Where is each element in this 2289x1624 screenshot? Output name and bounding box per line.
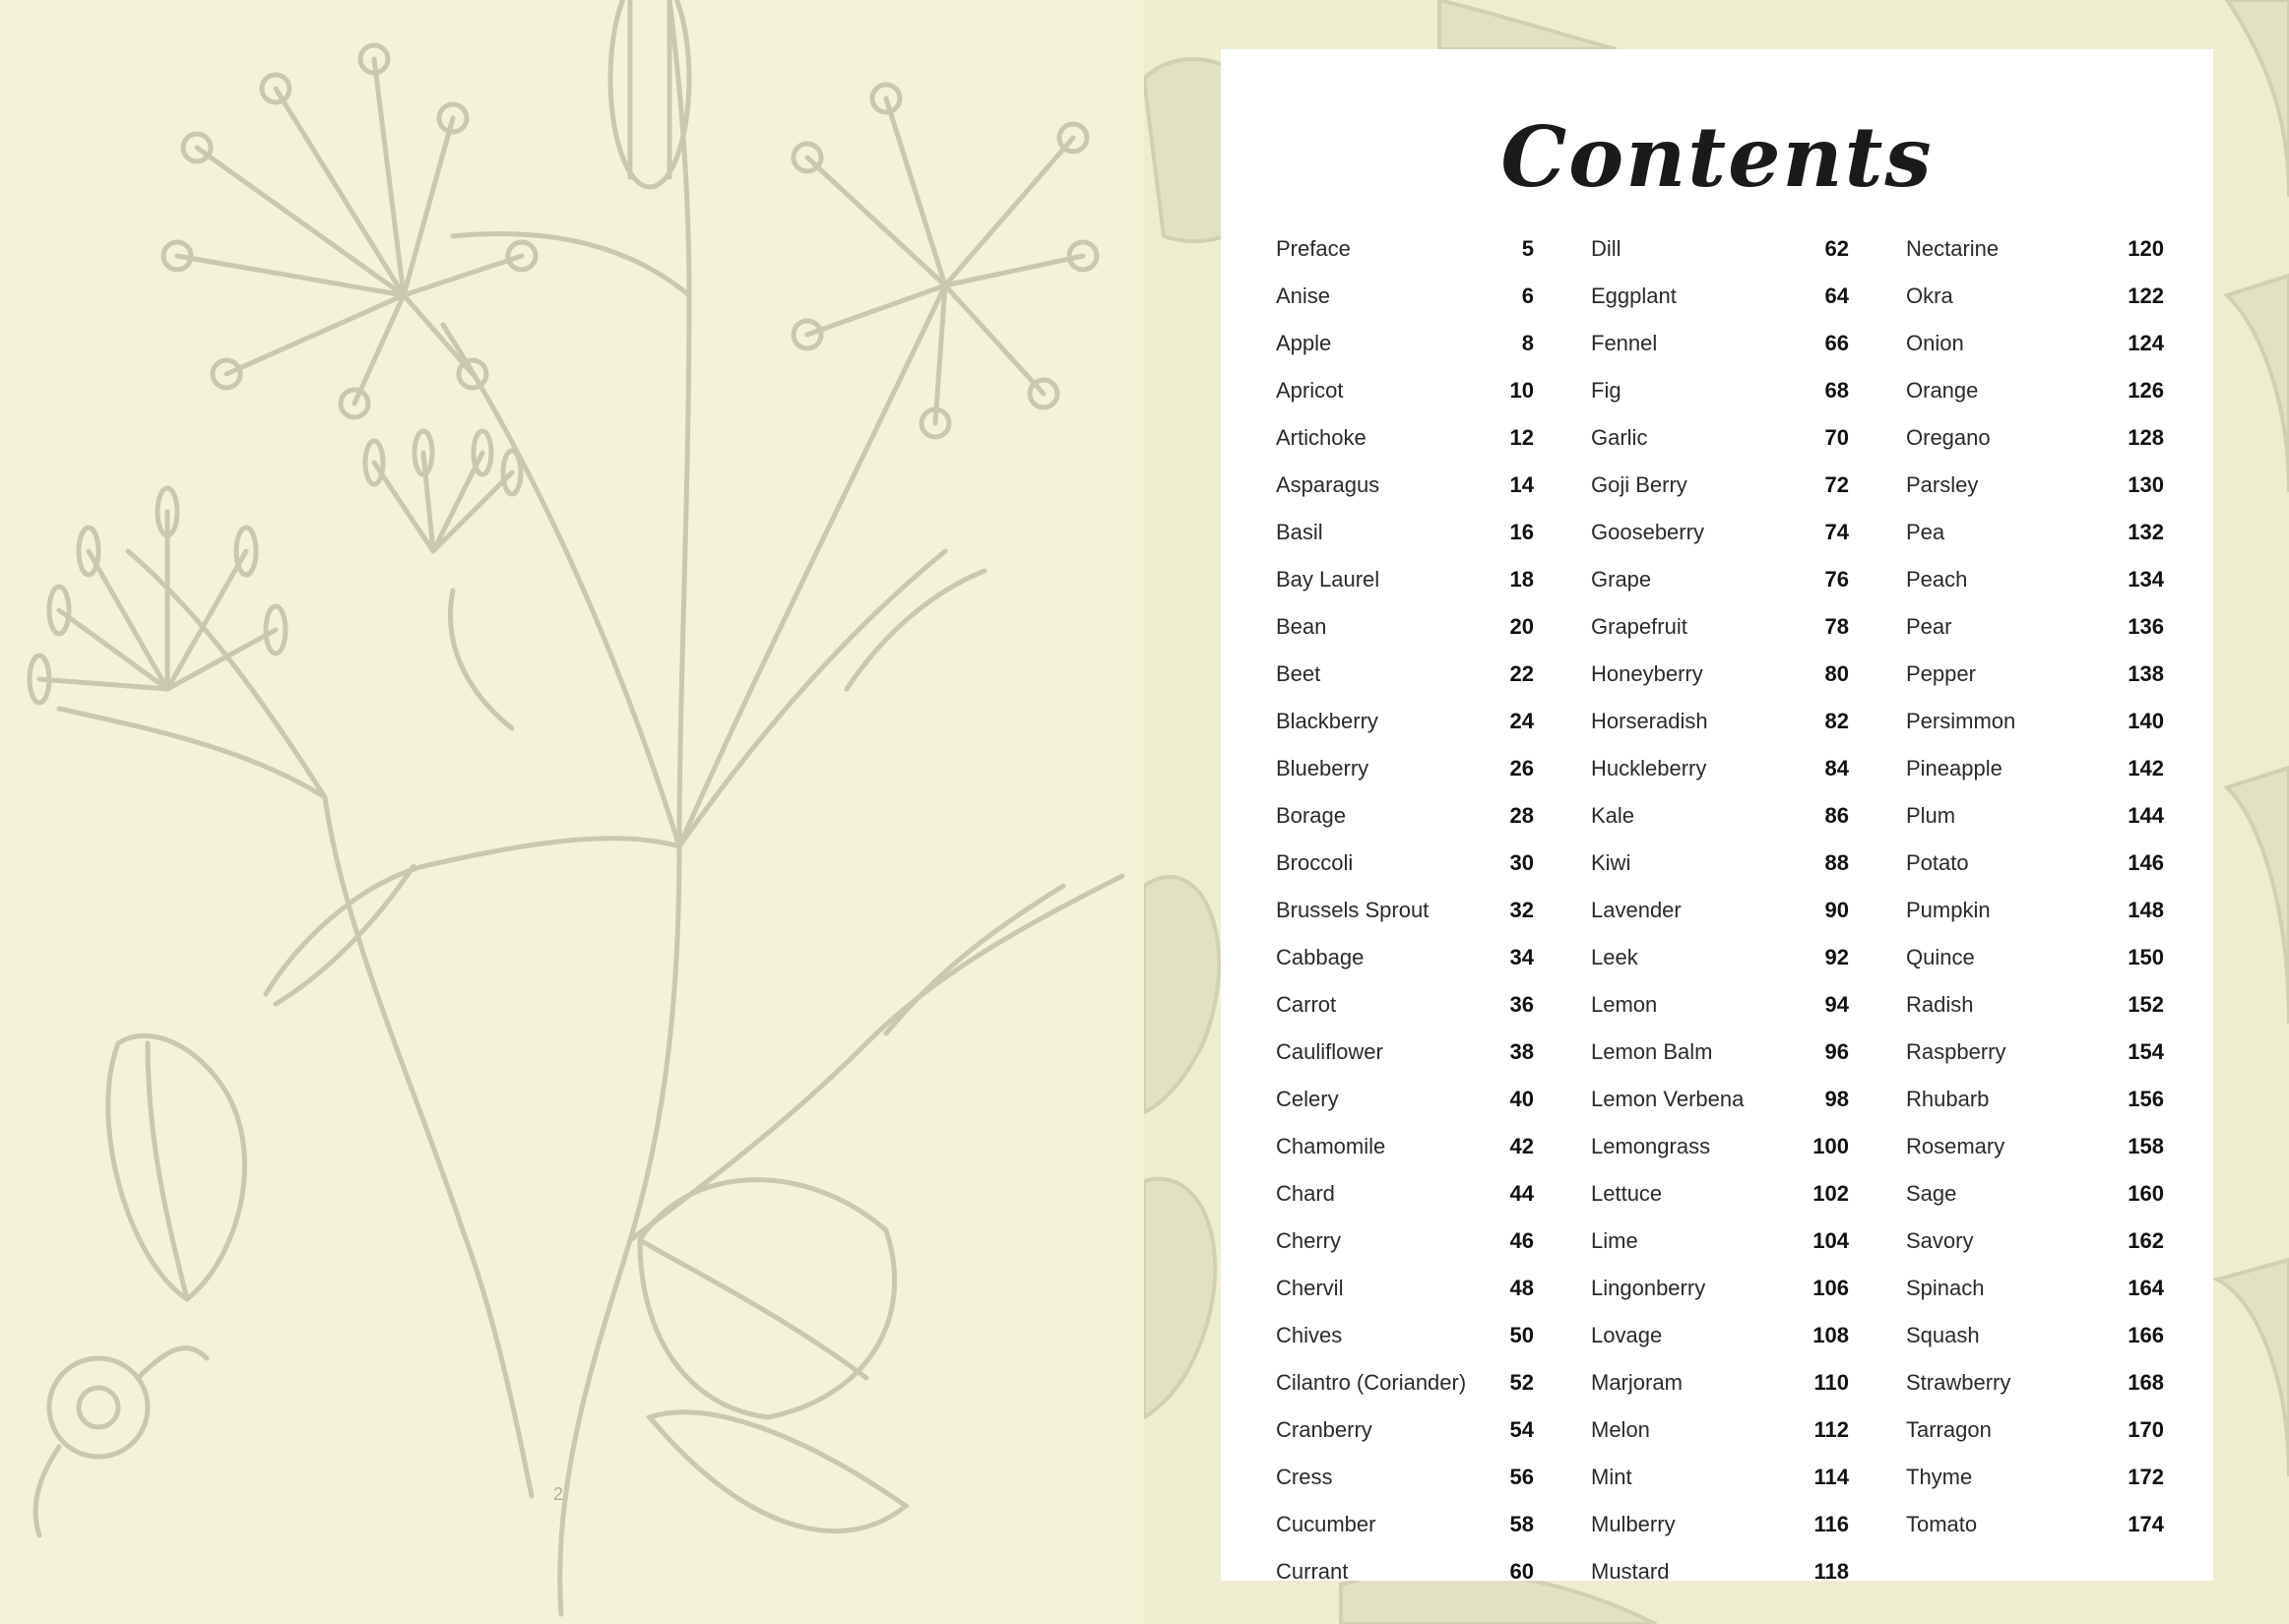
toc-entry-title: Thyme [1906, 1465, 1973, 1489]
contents-column-2 [1591, 236, 1849, 1606]
toc-entry-title: Celery [1276, 1087, 1339, 1111]
toc-entry-page-number: 122 [2128, 283, 2164, 308]
toc-entry-page-number: 160 [2128, 1181, 2164, 1206]
toc-entry-page-number: 88 [1824, 850, 1849, 875]
toc-entry-title: Fennel [1591, 331, 1658, 355]
toc-entry[interactable] [1906, 425, 2164, 472]
toc-entry[interactable] [1591, 1559, 1849, 1606]
toc-entry[interactable] [1906, 1228, 2164, 1276]
toc-entry[interactable] [1906, 1465, 2164, 1512]
toc-entry-page-number: 56 [1509, 1465, 1534, 1489]
toc-entry-page-number: 96 [1824, 1039, 1849, 1064]
toc-entry-title: Cucumber [1276, 1512, 1376, 1536]
toc-entry-page-number: 138 [2128, 661, 2164, 686]
toc-entry-title: Gooseberry [1591, 520, 1704, 544]
toc-entry[interactable] [1276, 1559, 1534, 1606]
toc-entry-page-number: 104 [1812, 1228, 1849, 1253]
toc-entry-title: Grape [1591, 567, 1652, 592]
toc-entry-title: Lemongrass [1591, 1134, 1711, 1158]
toc-entry-page-number: 74 [1824, 520, 1849, 544]
toc-entry-page-number: 142 [2128, 756, 2164, 781]
toc-entry-page-number: 94 [1824, 992, 1849, 1017]
toc-entry[interactable] [1906, 945, 2164, 992]
toc-entry[interactable] [1591, 1465, 1849, 1512]
toc-entry[interactable] [1906, 283, 2164, 331]
toc-entry-title: Pepper [1906, 661, 1976, 686]
toc-entry-page-number: 48 [1509, 1276, 1534, 1300]
toc-entry-page-number: 64 [1824, 283, 1849, 308]
toc-entry-page-number: 38 [1509, 1039, 1534, 1064]
toc-entry-title: Strawberry [1906, 1370, 2011, 1395]
toc-entry-title: Lemon [1591, 992, 1658, 1017]
toc-entry-page-number: 108 [1812, 1323, 1849, 1347]
toc-entry-title: Lingonberry [1591, 1276, 1706, 1300]
toc-entry-title: Lemon Balm [1591, 1039, 1713, 1064]
toc-entry-title: Cabbage [1276, 945, 1365, 969]
toc-entry-title: Squash [1906, 1323, 1980, 1347]
toc-entry-page-number: 72 [1824, 472, 1849, 497]
toc-entry[interactable] [1906, 1181, 2164, 1228]
toc-entry-title: Lavender [1591, 898, 1682, 922]
toc-entry[interactable] [1591, 472, 1849, 520]
toc-entry-title: Bean [1276, 614, 1327, 639]
toc-entry-title: Lemon Verbena [1591, 1087, 1745, 1111]
toc-entry-page-number: 36 [1509, 992, 1534, 1017]
toc-entry[interactable] [1906, 520, 2164, 567]
toc-entry-page-number: 6 [1521, 283, 1534, 308]
toc-entry[interactable] [1276, 1087, 1534, 1134]
toc-entry-page-number: 62 [1824, 236, 1849, 261]
page-number: 2 [553, 1484, 564, 1504]
toc-entry-page-number: 52 [1509, 1370, 1534, 1395]
toc-entry[interactable] [1276, 1134, 1534, 1181]
toc-entry[interactable] [1591, 992, 1849, 1039]
toc-entry-page-number: 172 [2128, 1465, 2164, 1489]
toc-entry-title: Asparagus [1276, 472, 1380, 497]
toc-entry[interactable] [1591, 945, 1849, 992]
toc-entry-title: Currant [1276, 1559, 1349, 1584]
toc-entry[interactable] [1906, 1370, 2164, 1417]
toc-entry[interactable] [1276, 1039, 1534, 1087]
toc-entry[interactable] [1591, 803, 1849, 850]
toc-entry[interactable] [1906, 567, 2164, 614]
toc-entry-page-number: 164 [2128, 1276, 2164, 1300]
toc-entry-title: Persimmon [1906, 709, 2016, 733]
toc-entry[interactable] [1591, 1276, 1849, 1323]
toc-entry[interactable] [1276, 850, 1534, 898]
contents-panel [1221, 49, 2213, 1584]
toc-entry[interactable] [1276, 1228, 1534, 1276]
toc-entry-title: Preface [1276, 236, 1351, 261]
toc-entry-page-number: 60 [1509, 1559, 1534, 1584]
toc-entry-page-number: 118 [1813, 1559, 1849, 1584]
toc-entry[interactable] [1591, 709, 1849, 756]
toc-entry-title: Carrot [1276, 992, 1337, 1017]
toc-entry[interactable] [1276, 472, 1534, 520]
right-page [1144, 0, 2289, 1624]
toc-entry-title: Spinach [1906, 1276, 1985, 1300]
toc-entry-title: Huckleberry [1591, 756, 1707, 781]
botanical-illustration [0, 0, 1144, 1624]
toc-entry-title: Blueberry [1276, 756, 1369, 781]
toc-entry[interactable] [1276, 520, 1534, 567]
toc-entry[interactable] [1276, 1181, 1534, 1228]
toc-entry-title: Broccoli [1276, 850, 1354, 875]
toc-entry[interactable] [1591, 425, 1849, 472]
toc-entry-title: Goji Berry [1591, 472, 1687, 497]
toc-entry-title: Tarragon [1906, 1417, 1992, 1442]
toc-entry-title: Potato [1906, 850, 1969, 875]
toc-entry-title: Raspberry [1906, 1039, 2006, 1064]
toc-entry-title: Beet [1276, 661, 1321, 686]
toc-entry[interactable] [1276, 756, 1534, 803]
toc-entry-page-number: 80 [1824, 661, 1849, 686]
toc-entry-page-number: 146 [2128, 850, 2164, 875]
toc-entry-page-number: 32 [1509, 898, 1534, 922]
toc-entry[interactable] [1276, 614, 1534, 661]
toc-entry[interactable] [1591, 331, 1849, 378]
toc-entry-page-number: 116 [1813, 1512, 1849, 1536]
toc-entry[interactable] [1591, 567, 1849, 614]
toc-entry[interactable] [1591, 378, 1849, 425]
toc-entry-page-number: 30 [1509, 850, 1534, 875]
toc-entry-page-number: 10 [1509, 378, 1534, 403]
toc-entry-title: Cauliflower [1276, 1039, 1383, 1064]
toc-entry-page-number: 158 [2128, 1134, 2164, 1158]
toc-entry[interactable] [1591, 756, 1849, 803]
toc-entry-title: Blackberry [1276, 709, 1378, 733]
toc-entry[interactable] [1591, 1134, 1849, 1181]
toc-entry[interactable] [1276, 1417, 1534, 1465]
toc-entry[interactable] [1906, 472, 2164, 520]
toc-entry-page-number: 42 [1509, 1134, 1534, 1158]
toc-entry-title: Okra [1906, 283, 1953, 308]
toc-entry-title: Parsley [1906, 472, 1979, 497]
toc-entry-title: Cherry [1276, 1228, 1342, 1253]
toc-entry-title: Cress [1276, 1465, 1333, 1489]
toc-entry-title: Anise [1276, 283, 1331, 308]
toc-entry[interactable] [1906, 850, 2164, 898]
toc-entry-page-number: 174 [2128, 1512, 2164, 1536]
toc-entry[interactable] [1906, 378, 2164, 425]
toc-entry-page-number: 46 [1509, 1228, 1534, 1253]
toc-entry-page-number: 98 [1824, 1087, 1849, 1111]
toc-entry-title: Chamomile [1276, 1134, 1386, 1158]
toc-entry-page-number: 114 [1813, 1465, 1849, 1489]
toc-entry-page-number: 154 [2128, 1039, 2164, 1064]
toc-entry-page-number: 100 [1812, 1134, 1849, 1158]
toc-entry[interactable] [1906, 1512, 2164, 1559]
toc-entry-title: Oregano [1906, 425, 1991, 450]
left-page [0, 0, 1144, 1624]
toc-entry-title: Melon [1591, 1417, 1650, 1442]
toc-entry-title: Kale [1591, 803, 1635, 828]
toc-entry-page-number: 24 [1509, 709, 1534, 733]
toc-entry-title: Radish [1906, 992, 1974, 1017]
toc-entry[interactable] [1276, 1370, 1534, 1417]
toc-entry[interactable] [1591, 236, 1849, 283]
toc-entry-title: Onion [1906, 331, 1964, 355]
toc-entry[interactable] [1591, 1181, 1849, 1228]
toc-entry-title: Honeyberry [1591, 661, 1703, 686]
toc-entry-page-number: 166 [2128, 1323, 2164, 1347]
toc-entry-page-number: 92 [1824, 945, 1849, 969]
toc-entry-page-number: 136 [2128, 614, 2164, 639]
contents-column-1 [1276, 236, 1534, 1606]
toc-entry[interactable] [1276, 803, 1534, 850]
toc-entry-page-number: 58 [1509, 1512, 1534, 1536]
toc-entry[interactable] [1276, 331, 1534, 378]
contents-column-3 [1906, 236, 2164, 1559]
toc-entry[interactable] [1591, 614, 1849, 661]
toc-entry-page-number: 112 [1813, 1417, 1849, 1442]
toc-entry[interactable] [1591, 1087, 1849, 1134]
toc-entry[interactable] [1276, 425, 1534, 472]
toc-entry-page-number: 140 [2128, 709, 2164, 733]
toc-entry-page-number: 40 [1509, 1087, 1534, 1111]
toc-entry-title: Brussels Sprout [1276, 898, 1430, 922]
toc-entry[interactable] [1906, 898, 2164, 945]
toc-entry-page-number: 66 [1824, 331, 1849, 355]
toc-entry-page-number: 126 [2128, 378, 2164, 403]
toc-entry-title: Chard [1276, 1181, 1335, 1206]
toc-entry[interactable] [1276, 378, 1534, 425]
toc-entry-page-number: 84 [1824, 756, 1849, 781]
toc-entry[interactable] [1591, 1370, 1849, 1417]
toc-entry[interactable] [1591, 1228, 1849, 1276]
toc-entry-title: Artichoke [1276, 425, 1367, 450]
toc-entry-title: Borage [1276, 803, 1346, 828]
toc-entry[interactable] [1906, 236, 2164, 283]
toc-entry-page-number: 14 [1509, 472, 1534, 497]
toc-entry-title: Cilantro (Coriander) [1276, 1370, 1467, 1395]
toc-entry-page-number: 102 [1812, 1181, 1849, 1206]
toc-entry-title: Rhubarb [1906, 1087, 1990, 1111]
toc-entry[interactable] [1591, 1039, 1849, 1087]
toc-entry[interactable] [1276, 1465, 1534, 1512]
toc-entry-page-number: 26 [1509, 756, 1534, 781]
toc-entry-title: Sage [1906, 1181, 1957, 1206]
toc-entry-page-number: 20 [1509, 614, 1534, 639]
toc-entry-page-number: 28 [1509, 803, 1534, 828]
toc-entry-title: Cranberry [1276, 1417, 1372, 1442]
toc-entry-title: Orange [1906, 378, 1979, 403]
toc-entry-page-number: 110 [1813, 1370, 1849, 1395]
toc-entry-page-number: 106 [1812, 1276, 1849, 1300]
toc-entry[interactable] [1591, 850, 1849, 898]
toc-entry-page-number: 148 [2128, 898, 2164, 922]
toc-entry[interactable] [1906, 756, 2164, 803]
toc-entry[interactable] [1906, 331, 2164, 378]
toc-entry-title: Basil [1276, 520, 1323, 544]
toc-entry-title: Eggplant [1591, 283, 1677, 308]
toc-entry-title: Plum [1906, 803, 1956, 828]
toc-entry[interactable] [1906, 1087, 2164, 1134]
toc-entry[interactable] [1591, 661, 1849, 709]
toc-entry-title: Pineapple [1906, 756, 2003, 781]
toc-entry-page-number: 144 [2128, 803, 2164, 828]
toc-entry-title: Lovage [1591, 1323, 1663, 1347]
toc-entry-page-number: 34 [1509, 945, 1534, 969]
toc-entry-title: Leek [1591, 945, 1638, 969]
toc-entry[interactable] [1591, 283, 1849, 331]
toc-entry-title: Dill [1591, 236, 1621, 261]
toc-entry[interactable] [1591, 898, 1849, 945]
toc-entry[interactable] [1591, 1323, 1849, 1370]
toc-entry-title: Fig [1591, 378, 1621, 403]
toc-entry-page-number: 86 [1824, 803, 1849, 828]
contents-title: Contents [1500, 108, 1934, 206]
toc-entry[interactable] [1906, 1039, 2164, 1087]
toc-entry-title: Pea [1906, 520, 1945, 544]
toc-entry-page-number: 12 [1509, 425, 1534, 450]
toc-entry-title: Mint [1591, 1465, 1632, 1489]
toc-entry-page-number: 82 [1824, 709, 1849, 733]
toc-entry-page-number: 134 [2128, 567, 2164, 592]
toc-entry-title: Pumpkin [1906, 898, 1991, 922]
toc-entry-page-number: 156 [2128, 1087, 2164, 1111]
toc-entry[interactable] [1276, 709, 1534, 756]
toc-entry[interactable] [1591, 520, 1849, 567]
toc-entry[interactable] [1276, 661, 1534, 709]
toc-entry[interactable] [1906, 709, 2164, 756]
toc-entry[interactable] [1906, 661, 2164, 709]
toc-entry-page-number: 5 [1521, 236, 1534, 261]
toc-entry-page-number: 18 [1509, 567, 1534, 592]
toc-entry-page-number: 120 [2128, 236, 2164, 261]
toc-entry-title: Chives [1276, 1323, 1343, 1347]
toc-entry-page-number: 132 [2128, 520, 2164, 544]
toc-entry-page-number: 90 [1824, 898, 1849, 922]
toc-entry-title: Peach [1906, 567, 1968, 592]
toc-entry-title: Lime [1591, 1228, 1638, 1253]
toc-entry-title: Nectarine [1906, 236, 2000, 261]
toc-entry-page-number: 44 [1509, 1181, 1534, 1206]
toc-entry-title: Apricot [1276, 378, 1344, 403]
toc-entry-title: Apple [1276, 331, 1332, 355]
toc-entry-page-number: 78 [1824, 614, 1849, 639]
toc-entry[interactable] [1906, 1323, 2164, 1370]
toc-entry-title: Horseradish [1591, 709, 1708, 733]
toc-entry[interactable] [1591, 1512, 1849, 1559]
toc-entry-title: Garlic [1591, 425, 1648, 450]
toc-entry-page-number: 124 [2128, 331, 2164, 355]
toc-entry-page-number: 50 [1509, 1323, 1534, 1347]
toc-entry-title: Quince [1906, 945, 1975, 969]
toc-entry[interactable] [1276, 567, 1534, 614]
toc-entry[interactable] [1276, 1276, 1534, 1323]
toc-entry-page-number: 16 [1509, 520, 1534, 544]
toc-entry[interactable] [1276, 992, 1534, 1039]
toc-entry-page-number: 128 [2128, 425, 2164, 450]
toc-entry-page-number: 68 [1824, 378, 1849, 403]
toc-entry[interactable] [1276, 236, 1534, 283]
toc-entry[interactable] [1276, 1323, 1534, 1370]
toc-entry-title: Rosemary [1906, 1134, 2005, 1158]
toc-entry-title: Bay Laurel [1276, 567, 1380, 592]
toc-entry-page-number: 70 [1824, 425, 1849, 450]
toc-entry-title: Tomato [1906, 1512, 1978, 1536]
toc-entry-title: Savory [1906, 1228, 1974, 1253]
toc-entry-page-number: 8 [1521, 331, 1534, 355]
toc-entry[interactable] [1276, 898, 1534, 945]
toc-entry[interactable] [1276, 945, 1534, 992]
toc-entry-title: Grapefruit [1591, 614, 1687, 639]
toc-entry[interactable] [1276, 1512, 1534, 1559]
toc-entry-title: Marjoram [1591, 1370, 1683, 1395]
toc-entry-page-number: 150 [2128, 945, 2164, 969]
toc-entry[interactable] [1906, 614, 2164, 661]
toc-entry-title: Mulberry [1591, 1512, 1676, 1536]
toc-entry-page-number: 168 [2128, 1370, 2164, 1395]
toc-entry-page-number: 152 [2128, 992, 2164, 1017]
toc-entry[interactable] [1591, 1417, 1849, 1465]
toc-entry-title: Chervil [1276, 1276, 1344, 1300]
toc-entry-page-number: 170 [2128, 1417, 2164, 1442]
toc-entry-title: Mustard [1591, 1559, 1670, 1584]
toc-entry[interactable] [1276, 283, 1534, 331]
toc-entry[interactable] [1906, 803, 2164, 850]
toc-entry-page-number: 76 [1824, 567, 1849, 592]
toc-entry[interactable] [1906, 1276, 2164, 1323]
toc-entry-title: Pear [1906, 614, 1952, 639]
toc-entry-title: Lettuce [1591, 1181, 1663, 1206]
toc-entry[interactable] [1906, 1134, 2164, 1181]
toc-entry-page-number: 54 [1509, 1417, 1534, 1442]
toc-entry-title: Kiwi [1591, 850, 1631, 875]
toc-entry-page-number: 162 [2128, 1228, 2164, 1253]
toc-entry-page-number: 130 [2128, 472, 2164, 497]
toc-entry[interactable] [1906, 992, 2164, 1039]
toc-entry-page-number: 22 [1509, 661, 1534, 686]
toc-entry[interactable] [1906, 1417, 2164, 1465]
